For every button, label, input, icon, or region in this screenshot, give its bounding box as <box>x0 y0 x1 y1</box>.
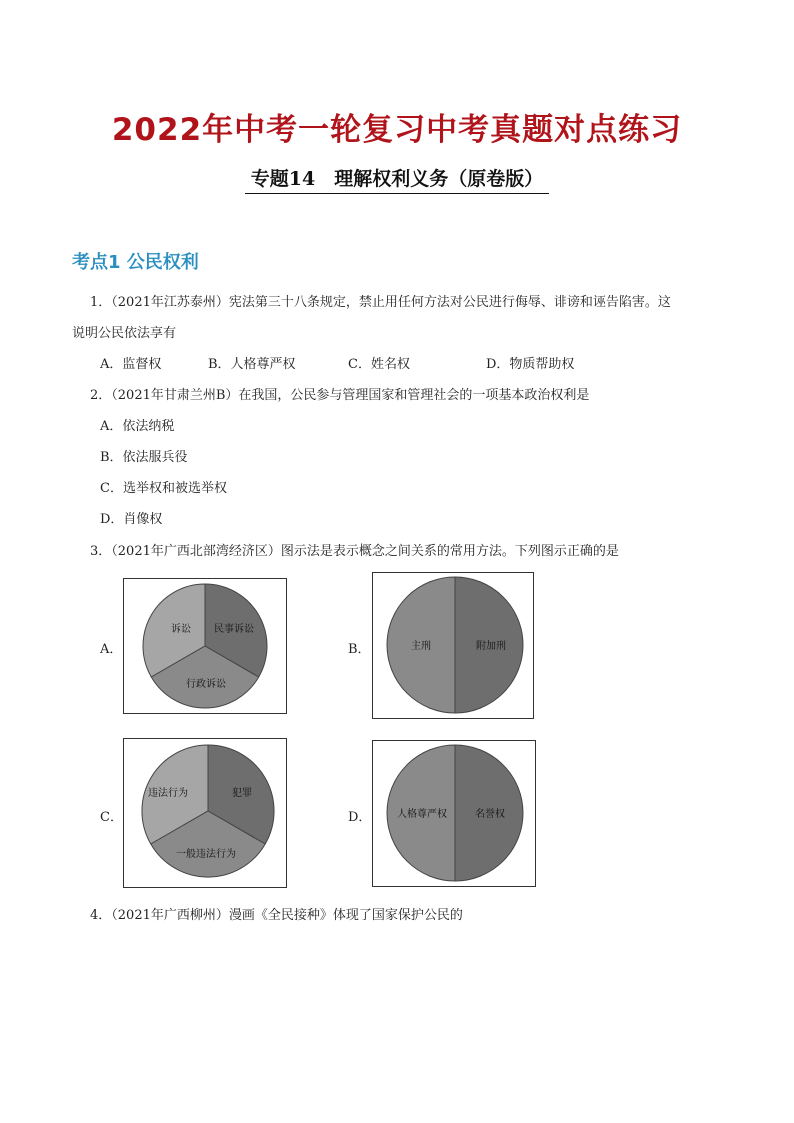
pie-b-label-2: 附加刑 <box>476 641 506 652</box>
pie-b-label-1: 主刑 <box>411 641 431 652</box>
q1-option-b: B．人格尊严权 <box>208 357 296 372</box>
q3-diagram-d <box>372 740 536 887</box>
q3-diagram-c <box>123 738 287 888</box>
q2-option-c: C．选举权和被选举权 <box>100 481 227 496</box>
q3-diagram-a <box>123 578 287 714</box>
q2-stem: 2．（2021年甘肃兰州B）在我国，公民参与管理国家和管理社会的一项基本政治权利是 <box>90 388 590 403</box>
q2-option-a: A．依法纳税 <box>100 419 175 434</box>
q3-option-a-letter: A． <box>100 642 123 657</box>
q3-option-b-letter: B． <box>348 642 371 657</box>
document-subtitle: 专题14 理解权利义务（原卷版） <box>245 164 549 194</box>
pie-d-label-2: 名誉权 <box>475 809 505 820</box>
q3-option-d-letter: D． <box>348 810 372 825</box>
pie-a-label-2: 民事诉讼 <box>214 624 254 635</box>
q1-stem-line2: 说明公民依法享有 <box>72 326 177 341</box>
pie-a-label-1: 诉讼 <box>171 624 191 635</box>
pie-a-label-3: 行政诉讼 <box>186 679 226 690</box>
pie-c-label-2: 犯罪 <box>232 788 252 799</box>
q3-diagram-b <box>372 572 534 719</box>
pie-d-label-1: 人格尊严权 <box>397 809 447 820</box>
q1-stem-line1: 1．（2021年江苏泰州）宪法第三十八条规定，禁止用任何方法对公民进行侮辱、诽谤和诬告陷害。这 <box>90 295 671 310</box>
q1-option-a: A．监督权 <box>100 357 162 372</box>
q3-stem: 3．（2021年广西北部湾经济区）图示法是表示概念之间关系的常用方法。下列图示正确的是 <box>90 544 619 559</box>
q1-option-c: C．姓名权 <box>348 357 410 372</box>
q2-option-b: B．依法服兵役 <box>100 450 188 465</box>
q2-option-d: D．肖像权 <box>100 512 163 527</box>
pie-c-label-1: 违法行为 <box>148 788 188 799</box>
q4-stem: 4．（2021年广西柳州）漫画《全民接种》体现了国家保护公民的 <box>90 908 463 923</box>
q3-option-c-letter: C． <box>100 810 123 825</box>
q1-option-d: D．物质帮助权 <box>486 357 575 372</box>
document-title: 2022年中考一轮复习中考真题对点练习 <box>111 112 683 148</box>
section-heading: 考点1 公民权利 <box>72 252 199 273</box>
pie-c-label-3: 一般违法行为 <box>176 849 236 860</box>
